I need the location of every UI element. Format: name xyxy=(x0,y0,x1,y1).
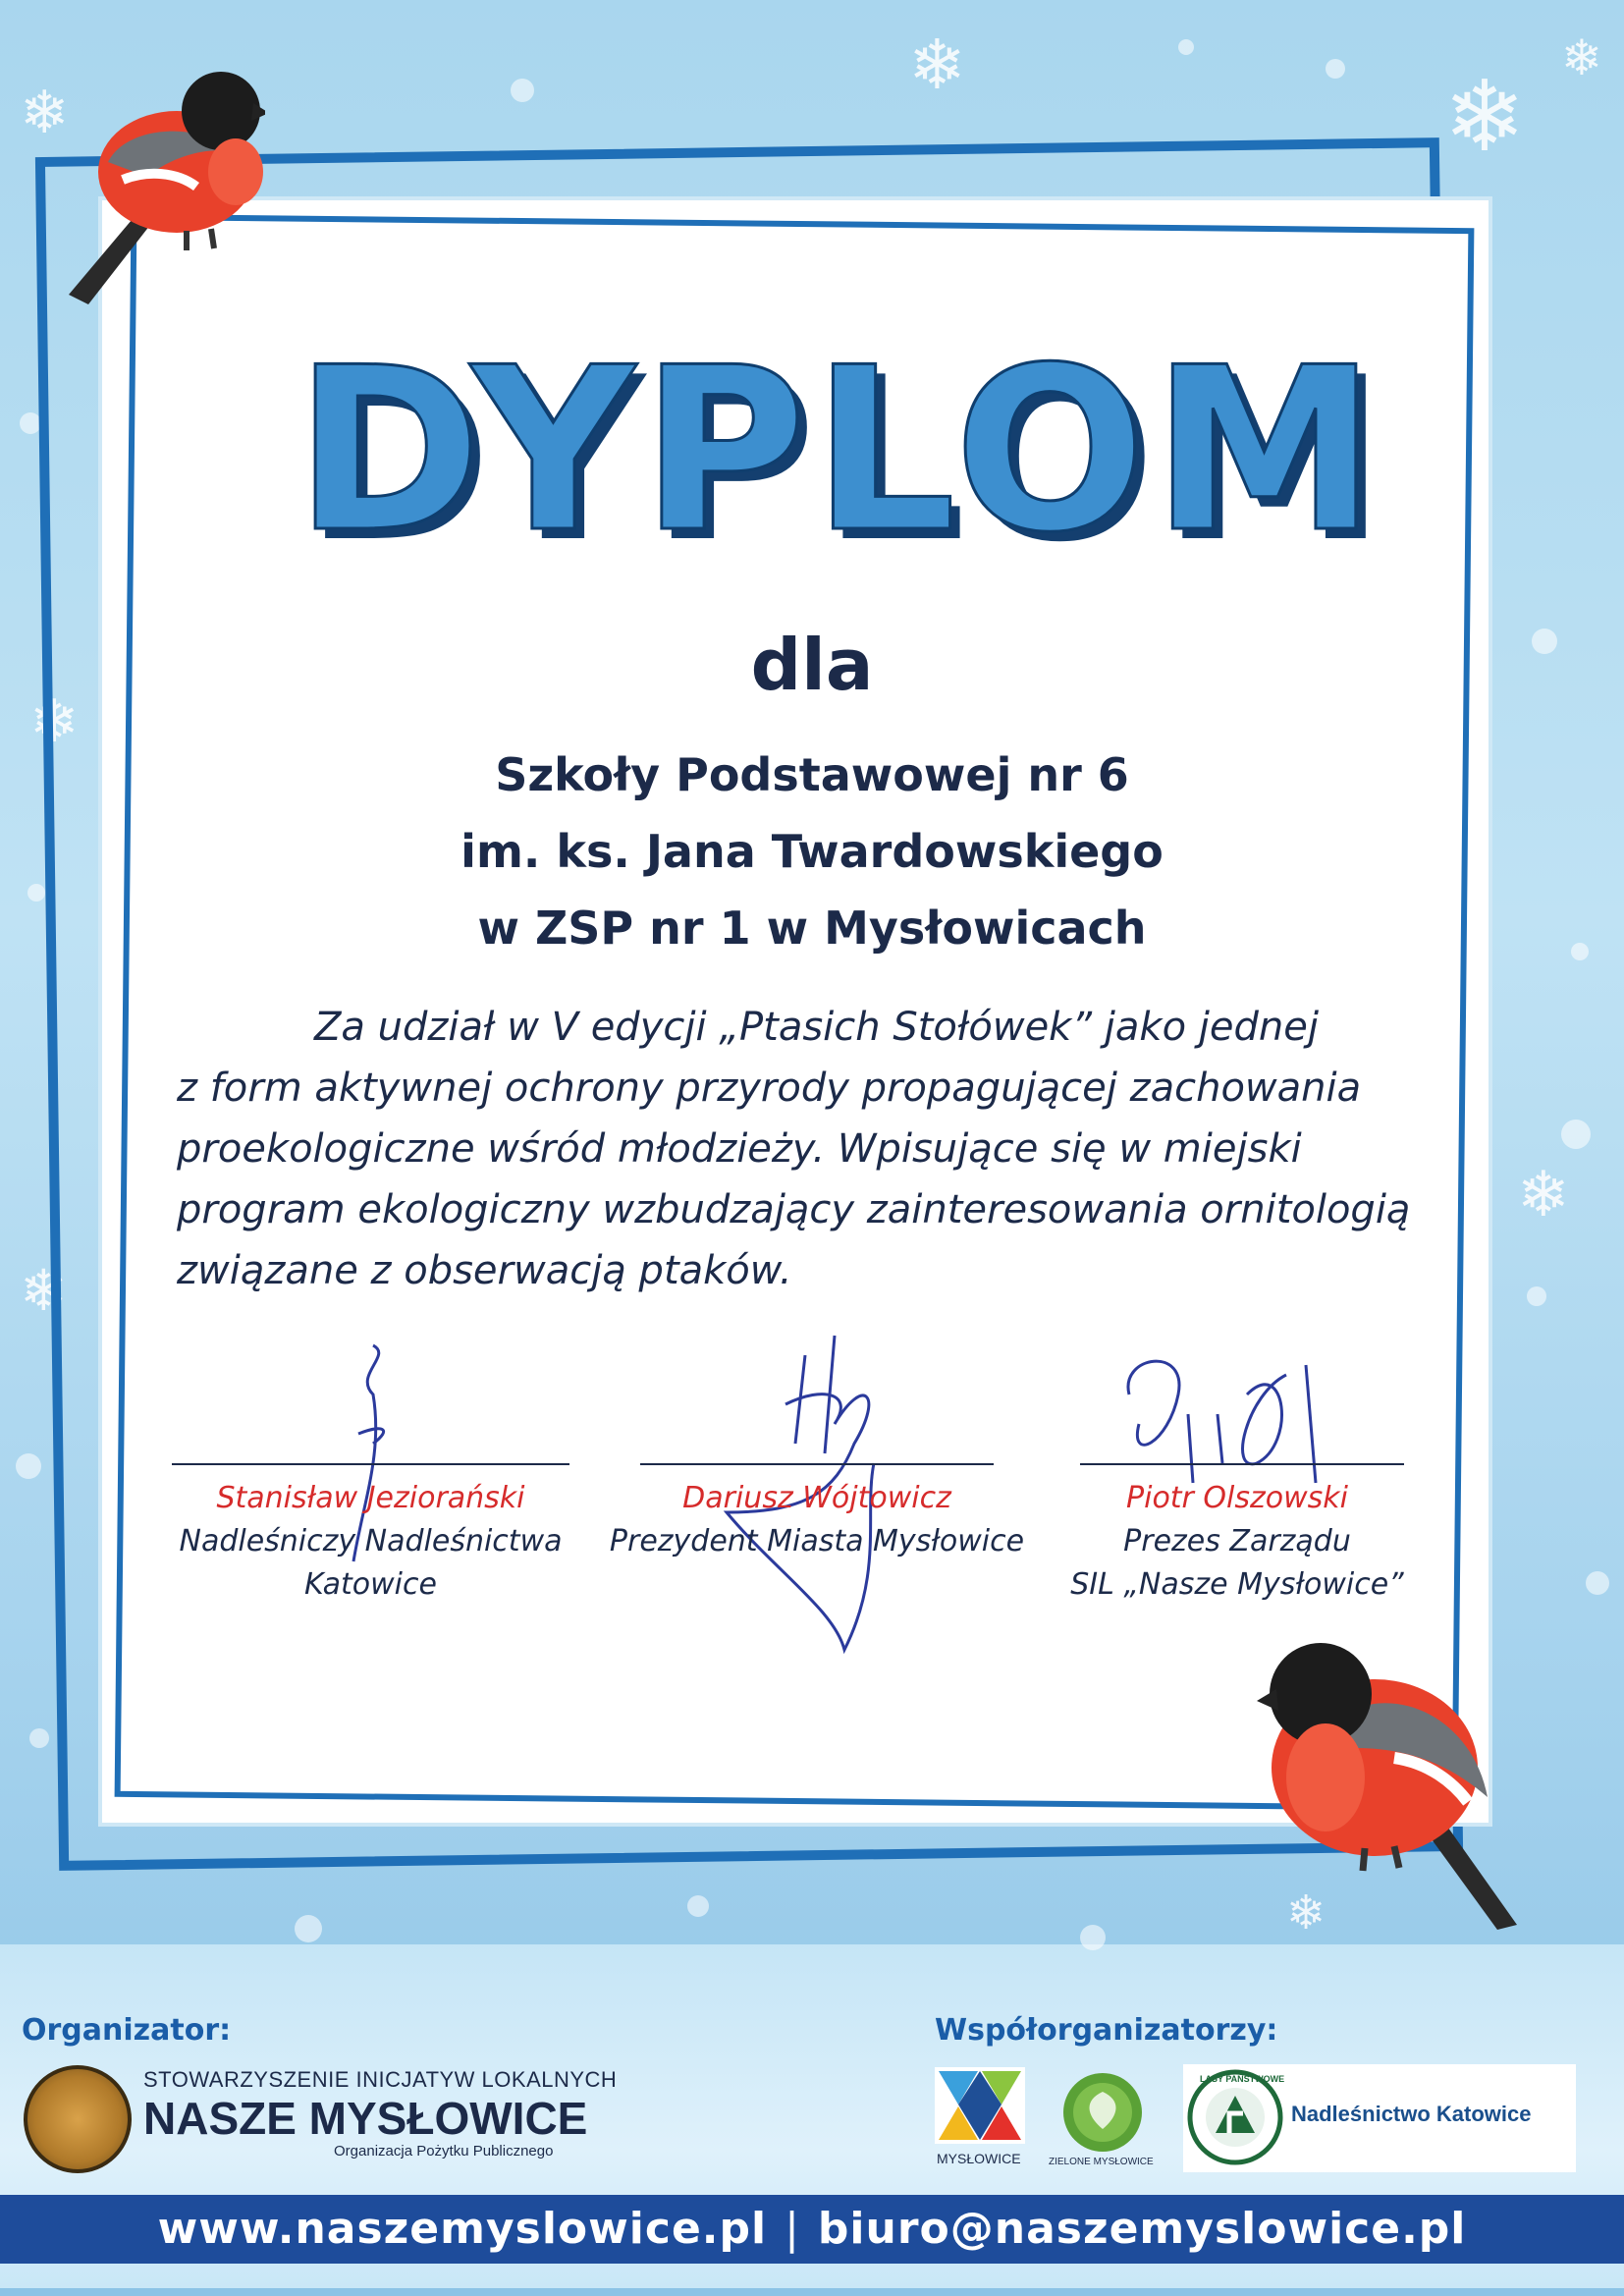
bokeh-dot xyxy=(29,1728,49,1748)
organizer-subtitle: Organizacja Pożytku Publicznego xyxy=(334,2143,554,2159)
paragraph-line-2: z form aktywnej ochrony przyrody propagującej zachowania xyxy=(177,1066,1362,1111)
signatory-role: Katowice xyxy=(304,1567,437,1602)
signatory-role: Prezes Zarządu xyxy=(1123,1524,1351,1558)
dla-label: dla xyxy=(750,624,874,706)
zielone-myslowice-logo xyxy=(1060,2070,1145,2155)
organizer-line-1: STOWARZYSZENIE INICJATYW LOKALNYCH xyxy=(143,2067,618,2092)
paragraph-line-1: Za udział w V edycji „Ptasich Stołówek” jako jednej xyxy=(314,1005,1319,1050)
email-link[interactable]: biuro@naszemyslowice.pl xyxy=(817,2204,1467,2254)
bokeh-dot xyxy=(1178,39,1194,55)
school-name xyxy=(0,737,1624,966)
bokeh-dot xyxy=(1326,59,1345,79)
paragraph-line-4: program ekologiczny wzbudzający zainteresowania ornitologią xyxy=(177,1187,1411,1232)
bullfinch-icon xyxy=(29,54,265,309)
signatory-3 xyxy=(1070,1463,1404,1607)
footer-bar xyxy=(0,2195,1624,2264)
snowflake-icon: ❄ xyxy=(1286,1886,1326,1941)
footer-separator: | xyxy=(785,2204,800,2254)
snowflake-icon: ❄ xyxy=(20,1257,68,1324)
signatory-role: SIL „Nasze Mysłowice” xyxy=(1070,1567,1404,1602)
snowflake-icon: ❄ xyxy=(1443,59,1526,174)
bokeh-dot xyxy=(511,79,534,102)
bokeh-dot xyxy=(295,1915,322,1942)
bokeh-dot xyxy=(1080,1925,1106,1950)
signatory-role: Nadleśniczy Nadleśnictwa xyxy=(179,1524,563,1558)
signatory-name: Dariusz Wójtowicz xyxy=(682,1481,951,1515)
snowflake-icon: ❄ xyxy=(908,25,966,105)
signatory-2 xyxy=(601,1463,1033,1563)
paragraph-line-3: proekologiczne wśród młodzieży. Wpisujące się w miejski xyxy=(177,1126,1302,1172)
coorganizers-label: Współorganizatorzy: xyxy=(935,2013,1278,2048)
diploma-title: DYPLOM xyxy=(295,320,1383,582)
school-line-2: im. ks. Jana Twardowskiego xyxy=(460,825,1164,878)
school-line-1: Szkoły Podstawowej nr 6 xyxy=(495,748,1129,801)
organizer-label: Organizator: xyxy=(22,2013,232,2048)
nadlesnictwo-name: Nadleśnictwo Katowice xyxy=(1291,2102,1532,2126)
snowflake-icon: ❄ xyxy=(29,687,80,756)
signature-line xyxy=(172,1463,569,1465)
award-paragraph xyxy=(177,997,1453,1301)
zielone-caption: ZIELONE MYSŁOWICE xyxy=(1049,2157,1154,2167)
signatory-name: Stanisław Jeziorański xyxy=(216,1481,525,1515)
bullfinch-icon xyxy=(1247,1601,1542,1935)
website-link[interactable]: www.naszemyslowice.pl xyxy=(157,2204,768,2254)
signature-line xyxy=(640,1463,994,1465)
organizer-logo xyxy=(24,2065,132,2173)
signatory-1 xyxy=(172,1463,569,1607)
bokeh-dot xyxy=(687,1895,709,1917)
snowflake-icon: ❄ xyxy=(1561,29,1602,86)
school-line-3: w ZSP nr 1 w Mysłowicach xyxy=(477,902,1147,955)
bokeh-dot xyxy=(1561,1120,1591,1149)
signature-line xyxy=(1080,1463,1404,1465)
myslowice-logo xyxy=(935,2067,1025,2144)
signatory-name: Piotr Olszowski xyxy=(1126,1481,1348,1515)
myslowice-caption: MYSŁOWICE xyxy=(937,2151,1021,2166)
bokeh-dot xyxy=(1586,1571,1609,1595)
signatory-role: Prezydent Miasta Mysłowice xyxy=(609,1524,1025,1558)
snowflake-icon: ❄ xyxy=(1517,1159,1570,1231)
bokeh-dot xyxy=(16,1453,41,1479)
lasy-caption: LASY PAŃSTWOWE xyxy=(1200,2074,1285,2084)
organizer-name: NASZE MYSŁOWICE xyxy=(143,2093,588,2144)
paragraph-line-5: związane z obserwacją ptaków. xyxy=(177,1248,792,1293)
bokeh-dot xyxy=(1527,1286,1546,1306)
snowflake-icon: ❄ xyxy=(20,79,70,147)
